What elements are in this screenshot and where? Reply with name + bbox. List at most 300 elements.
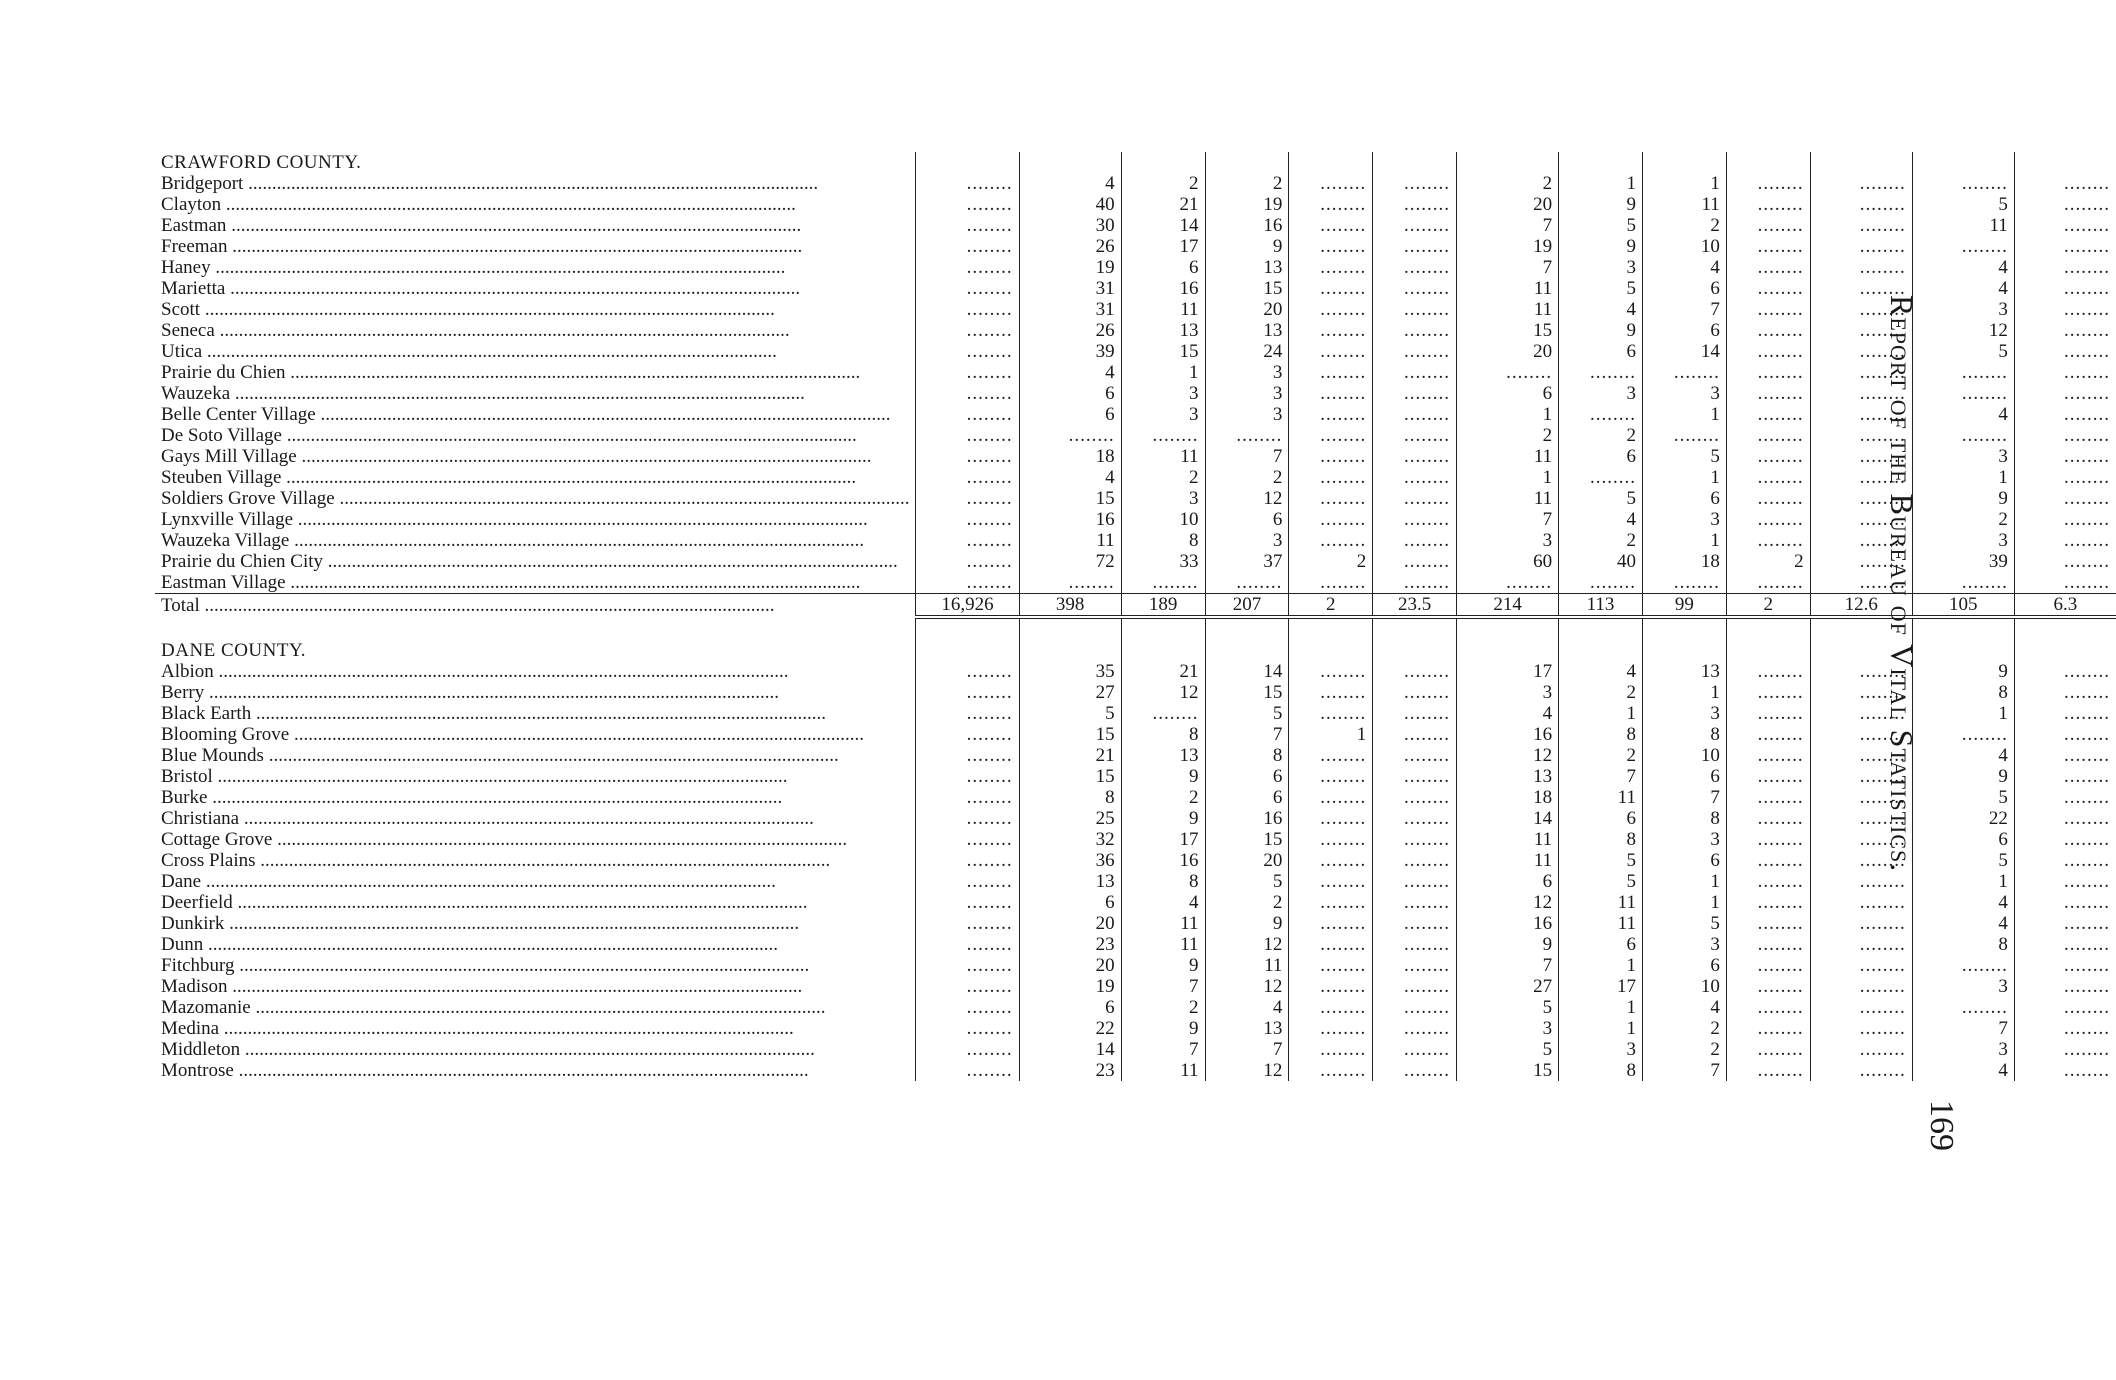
table-cell: 15 bbox=[1121, 341, 1205, 362]
table-cell: 14 bbox=[1457, 808, 1559, 829]
table-cell bbox=[1205, 640, 1289, 661]
table-cell: 18 bbox=[1642, 551, 1726, 572]
table-cell: 15 bbox=[1019, 488, 1121, 509]
table-cell bbox=[916, 829, 1019, 850]
table-cell bbox=[916, 913, 1019, 934]
table-cell: 21 bbox=[1121, 661, 1205, 682]
row-name-text: Steuben Village ..... bbox=[161, 467, 909, 488]
table-cell bbox=[1373, 446, 1457, 467]
table-cell: 4 bbox=[1559, 299, 1643, 320]
row-name-text: Blooming Grove ..... bbox=[161, 724, 909, 745]
spacer-cell bbox=[1559, 617, 1643, 640]
table-cell bbox=[2014, 551, 2116, 572]
table-row bbox=[155, 215, 2116, 236]
table-cell bbox=[1289, 976, 1373, 997]
table-cell: 3 bbox=[1121, 488, 1205, 509]
table-cell bbox=[1373, 341, 1457, 362]
table-cell: 40 bbox=[1019, 194, 1121, 215]
row-name bbox=[155, 976, 916, 997]
table-cell bbox=[1457, 152, 1559, 173]
table-cell bbox=[1726, 808, 1810, 829]
table-cell: 7 bbox=[1559, 766, 1643, 787]
spacer-cell bbox=[1289, 617, 1373, 640]
table-cell: 4 bbox=[1559, 661, 1643, 682]
table-cell bbox=[1642, 152, 1726, 173]
table-cell bbox=[916, 509, 1019, 530]
table-cell: 3 bbox=[1205, 404, 1289, 425]
table-cell bbox=[1726, 682, 1810, 703]
row-name-text: Madison ..... bbox=[161, 976, 909, 997]
table-cell: 20 bbox=[1019, 913, 1121, 934]
table-cell: 11 bbox=[1121, 299, 1205, 320]
table-cell bbox=[1121, 640, 1205, 661]
table-cell bbox=[1726, 976, 1810, 997]
table-cell: 23 bbox=[1019, 934, 1121, 955]
table-cell bbox=[2014, 236, 2116, 257]
table-cell bbox=[2014, 1060, 2116, 1081]
table-cell: 11 bbox=[1457, 829, 1559, 850]
table-cell: 1 bbox=[1642, 892, 1726, 913]
table-cell bbox=[1373, 997, 1457, 1018]
row-name-text: Marietta ..... bbox=[161, 278, 909, 299]
row-name-text: Dunkirk ..... bbox=[161, 913, 909, 934]
table-cell bbox=[1289, 467, 1373, 488]
table-cell: 36 bbox=[1019, 850, 1121, 871]
table-cell: 11 bbox=[1457, 446, 1559, 467]
row-name bbox=[155, 572, 916, 594]
table-cell bbox=[1810, 173, 1912, 194]
table-cell bbox=[1289, 934, 1373, 955]
table-row bbox=[155, 682, 2116, 703]
table-cell bbox=[2014, 913, 2116, 934]
table-cell bbox=[916, 257, 1019, 278]
row-name bbox=[155, 278, 916, 299]
table-cell: 35 bbox=[1019, 661, 1121, 682]
table-cell bbox=[1726, 724, 1810, 745]
table-row bbox=[155, 745, 2116, 766]
table-cell bbox=[1726, 425, 1810, 446]
table-row bbox=[155, 488, 2116, 509]
table-cell bbox=[2014, 787, 2116, 808]
table-cell bbox=[1205, 152, 1289, 173]
table-cell bbox=[1373, 892, 1457, 913]
table-cell: 8 bbox=[1559, 829, 1643, 850]
table-cell: 12 bbox=[1121, 682, 1205, 703]
table-cell: 22 bbox=[1019, 1018, 1121, 1039]
table-cell bbox=[1289, 257, 1373, 278]
table-cell bbox=[2014, 173, 2116, 194]
total-cell: 16,926 bbox=[916, 594, 1019, 618]
table-cell bbox=[916, 682, 1019, 703]
table-cell bbox=[1912, 997, 2014, 1018]
table-row bbox=[155, 766, 2116, 787]
table-row bbox=[155, 362, 2116, 383]
table-cell bbox=[1289, 850, 1373, 871]
table-cell: 8 bbox=[1205, 745, 1289, 766]
table-cell: 5 bbox=[1559, 871, 1643, 892]
table-cell bbox=[1559, 362, 1643, 383]
table-cell bbox=[2014, 640, 2116, 661]
table-cell: 8 bbox=[1121, 724, 1205, 745]
table-cell bbox=[1642, 572, 1726, 594]
table-cell: 9 bbox=[1912, 488, 2014, 509]
table-cell: 7 bbox=[1457, 955, 1559, 976]
row-name bbox=[155, 934, 916, 955]
table-cell bbox=[916, 640, 1019, 661]
table-row bbox=[155, 551, 2116, 572]
table-row bbox=[155, 955, 2116, 976]
table-cell: 19 bbox=[1457, 236, 1559, 257]
table-cell bbox=[916, 871, 1019, 892]
spacer-cell bbox=[2014, 617, 2116, 640]
table-row bbox=[155, 1018, 2116, 1039]
table-cell: 1 bbox=[1642, 530, 1726, 551]
table-cell bbox=[1289, 278, 1373, 299]
row-name bbox=[155, 236, 916, 257]
table-cell bbox=[2014, 446, 2116, 467]
table-cell bbox=[2014, 215, 2116, 236]
table-cell: 6 bbox=[1205, 787, 1289, 808]
table-cell: 19 bbox=[1019, 257, 1121, 278]
row-name-text: Haney ..... bbox=[161, 257, 909, 278]
row-name bbox=[155, 1060, 916, 1081]
table-cell: 4 bbox=[1019, 173, 1121, 194]
row-name bbox=[155, 488, 916, 509]
table-cell: 6 bbox=[1642, 278, 1726, 299]
table-cell bbox=[916, 152, 1019, 173]
table-cell: 2 bbox=[1642, 1018, 1726, 1039]
table-cell: 11 bbox=[1121, 446, 1205, 467]
table-cell bbox=[1559, 404, 1643, 425]
table-cell: 5 bbox=[1559, 850, 1643, 871]
table-cell bbox=[1373, 257, 1457, 278]
table-cell bbox=[1726, 362, 1810, 383]
table-cell bbox=[1289, 787, 1373, 808]
row-name-text: Blue Mounds ..... bbox=[161, 745, 909, 766]
table-cell: 8 bbox=[1912, 682, 2014, 703]
table-cell bbox=[1726, 215, 1810, 236]
table-cell: 11 bbox=[1457, 299, 1559, 320]
table-cell bbox=[1810, 257, 1912, 278]
table-cell bbox=[1373, 640, 1457, 661]
table-cell: 2 bbox=[1457, 173, 1559, 194]
table-cell: 1 bbox=[1912, 467, 2014, 488]
table-cell bbox=[1373, 829, 1457, 850]
table-row bbox=[155, 173, 2116, 194]
table-row bbox=[155, 509, 2116, 530]
table-cell: 10 bbox=[1642, 236, 1726, 257]
row-name-text: Christiana ..... bbox=[161, 808, 909, 829]
table-cell: 6 bbox=[1457, 871, 1559, 892]
table-cell: 1 bbox=[1457, 467, 1559, 488]
spacer-cell bbox=[1121, 617, 1205, 640]
table-cell: 5 bbox=[1912, 341, 2014, 362]
table-cell: 1 bbox=[1912, 871, 2014, 892]
table-cell bbox=[916, 997, 1019, 1018]
table-cell: 4 bbox=[1559, 509, 1643, 530]
row-name-text: Black Earth ..... bbox=[161, 703, 909, 724]
table-cell bbox=[1373, 871, 1457, 892]
table-cell: 12 bbox=[1205, 976, 1289, 997]
table-cell bbox=[916, 724, 1019, 745]
table-cell: 9 bbox=[1912, 766, 2014, 787]
table-cell: 19 bbox=[1019, 976, 1121, 997]
total-row bbox=[155, 594, 2116, 618]
table-cell: 2 bbox=[1642, 215, 1726, 236]
table-cell bbox=[916, 766, 1019, 787]
table-cell bbox=[1726, 871, 1810, 892]
table-cell: 8 bbox=[1121, 871, 1205, 892]
table-cell: 12 bbox=[1457, 745, 1559, 766]
table-cell: 16 bbox=[1457, 913, 1559, 934]
total-label-text: Total ..... bbox=[161, 595, 909, 616]
table-cell bbox=[1912, 640, 2014, 661]
table-cell bbox=[2014, 194, 2116, 215]
row-name bbox=[155, 808, 916, 829]
table-cell bbox=[1289, 1018, 1373, 1039]
table-cell: 2 bbox=[1559, 682, 1643, 703]
table-cell bbox=[1373, 745, 1457, 766]
table-cell bbox=[1289, 808, 1373, 829]
running-head-text: Report of the Bureau of Vital Statistics. bbox=[1884, 295, 1920, 873]
table-cell bbox=[1726, 530, 1810, 551]
table-cell bbox=[1289, 488, 1373, 509]
row-name-text: Dane ..... bbox=[161, 871, 909, 892]
table-cell bbox=[1373, 955, 1457, 976]
table-cell: 9 bbox=[1205, 236, 1289, 257]
table-cell bbox=[2014, 829, 2116, 850]
table-cell bbox=[1726, 236, 1810, 257]
table-cell bbox=[1373, 787, 1457, 808]
table-cell bbox=[1726, 892, 1810, 913]
table-cell bbox=[1810, 194, 1912, 215]
row-name-text: Utica ..... bbox=[161, 341, 909, 362]
table-cell bbox=[1559, 640, 1643, 661]
table-cell: 4 bbox=[1912, 913, 2014, 934]
table-cell bbox=[1726, 341, 1810, 362]
table-cell bbox=[2014, 152, 2116, 173]
total-cell: 99 bbox=[1642, 594, 1726, 618]
table-cell: 4 bbox=[1912, 892, 2014, 913]
table-cell bbox=[1726, 640, 1810, 661]
table-cell bbox=[1205, 425, 1289, 446]
table-cell bbox=[1373, 976, 1457, 997]
table-cell bbox=[1726, 787, 1810, 808]
table-cell bbox=[1726, 934, 1810, 955]
table-cell bbox=[2014, 509, 2116, 530]
table-cell bbox=[916, 488, 1019, 509]
row-name bbox=[155, 551, 916, 572]
row-name bbox=[155, 215, 916, 236]
table-cell bbox=[916, 383, 1019, 404]
table-cell: 13 bbox=[1457, 766, 1559, 787]
table-cell: 6 bbox=[1205, 766, 1289, 787]
table-cell bbox=[1726, 913, 1810, 934]
table-cell bbox=[1289, 661, 1373, 682]
table-cell bbox=[1289, 362, 1373, 383]
table-cell bbox=[1912, 383, 2014, 404]
table-cell: 26 bbox=[1019, 320, 1121, 341]
table-cell: 2 bbox=[1559, 530, 1643, 551]
table-cell bbox=[1019, 425, 1121, 446]
table-cell bbox=[2014, 850, 2116, 871]
row-name bbox=[155, 997, 916, 1018]
table-cell: 2 bbox=[1726, 551, 1810, 572]
row-name bbox=[155, 850, 916, 871]
table-cell: 16 bbox=[1121, 278, 1205, 299]
row-name-text: Prairie du Chien City ..... bbox=[161, 551, 909, 572]
table-cell bbox=[1289, 173, 1373, 194]
table-cell bbox=[1726, 572, 1810, 594]
total-cell: 189 bbox=[1121, 594, 1205, 618]
table-cell bbox=[1289, 215, 1373, 236]
table-cell: 39 bbox=[1019, 341, 1121, 362]
table-cell bbox=[1289, 871, 1373, 892]
table-cell bbox=[1726, 829, 1810, 850]
row-name bbox=[155, 383, 916, 404]
table-cell bbox=[1289, 1039, 1373, 1060]
table-cell: 6 bbox=[1457, 383, 1559, 404]
table-cell: 5 bbox=[1642, 913, 1726, 934]
table-row bbox=[155, 724, 2116, 745]
table-cell: 18 bbox=[1457, 787, 1559, 808]
table-cell bbox=[1373, 425, 1457, 446]
row-name bbox=[155, 661, 916, 682]
table-cell bbox=[2014, 299, 2116, 320]
table-cell: 9 bbox=[1121, 1018, 1205, 1039]
table-cell bbox=[1373, 320, 1457, 341]
table-cell: 23 bbox=[1019, 1060, 1121, 1081]
table-cell bbox=[1642, 425, 1726, 446]
table-cell: 4 bbox=[1912, 1060, 2014, 1081]
row-name bbox=[155, 425, 916, 446]
table-cell: 19 bbox=[1205, 194, 1289, 215]
table-cell bbox=[1457, 640, 1559, 661]
row-name-text: Prairie du Chien ..... bbox=[161, 362, 909, 383]
table-cell: 33 bbox=[1121, 551, 1205, 572]
table-cell: 20 bbox=[1457, 194, 1559, 215]
row-name-text: Bristol ..... bbox=[161, 766, 909, 787]
table-row bbox=[155, 194, 2116, 215]
table-cell: 7 bbox=[1205, 724, 1289, 745]
table-cell bbox=[1373, 362, 1457, 383]
table-cell bbox=[2014, 404, 2116, 425]
table-cell: 3 bbox=[1642, 509, 1726, 530]
table-cell: 4 bbox=[1121, 892, 1205, 913]
table-cell bbox=[1726, 383, 1810, 404]
table-cell: 16 bbox=[1205, 808, 1289, 829]
table-cell bbox=[2014, 976, 2116, 997]
table-cell bbox=[916, 1039, 1019, 1060]
table-cell: 15 bbox=[1457, 1060, 1559, 1081]
table-cell: 5 bbox=[1457, 997, 1559, 1018]
table-cell: 20 bbox=[1205, 850, 1289, 871]
table-cell: 8 bbox=[1642, 724, 1726, 745]
total-cell: 2 bbox=[1726, 594, 1810, 618]
table-cell: 1 bbox=[1559, 173, 1643, 194]
row-name-text: Belle Center Village ..... bbox=[161, 404, 909, 425]
row-name-text: Montrose ..... bbox=[161, 1060, 909, 1081]
table-cell: 4 bbox=[1912, 257, 2014, 278]
row-name-text: De Soto Village ..... bbox=[161, 425, 909, 446]
row-name-text: Fitchburg ..... bbox=[161, 955, 909, 976]
table-cell: 3 bbox=[1912, 1039, 2014, 1060]
table-cell: 4 bbox=[1457, 703, 1559, 724]
table-row bbox=[155, 703, 2116, 724]
row-name-text: Wauzeka ..... bbox=[161, 383, 909, 404]
table-cell bbox=[1373, 278, 1457, 299]
table-cell: 17 bbox=[1121, 829, 1205, 850]
table-cell: 15 bbox=[1457, 320, 1559, 341]
row-name-text: Eastman ..... bbox=[161, 215, 909, 236]
table-cell: 6 bbox=[1559, 341, 1643, 362]
total-label bbox=[155, 594, 916, 618]
table-cell: 3 bbox=[1559, 383, 1643, 404]
table-cell: 5 bbox=[1559, 215, 1643, 236]
table-cell: 16 bbox=[1121, 850, 1205, 871]
table-cell: 2 bbox=[1205, 173, 1289, 194]
total-cell: 12.6 bbox=[1810, 594, 1912, 618]
table-cell: 9 bbox=[1457, 934, 1559, 955]
row-name bbox=[155, 766, 916, 787]
table-cell: 1 bbox=[1642, 173, 1726, 194]
table-cell bbox=[1289, 766, 1373, 787]
table-row bbox=[155, 871, 2116, 892]
table-cell: 1 bbox=[1912, 703, 2014, 724]
table-cell bbox=[1559, 467, 1643, 488]
table-cell: 4 bbox=[1912, 745, 2014, 766]
table-cell bbox=[1810, 236, 1912, 257]
row-name-text: Berry ..... bbox=[161, 682, 909, 703]
table-cell: 3 bbox=[1912, 299, 2014, 320]
table-cell bbox=[1726, 194, 1810, 215]
table-cell: 31 bbox=[1019, 278, 1121, 299]
table-cell: 1 bbox=[1642, 682, 1726, 703]
table-cell bbox=[2014, 661, 2116, 682]
table-cell bbox=[1726, 320, 1810, 341]
table-cell: 9 bbox=[1121, 955, 1205, 976]
table-cell bbox=[916, 236, 1019, 257]
row-name bbox=[155, 509, 916, 530]
table-cell bbox=[2014, 320, 2116, 341]
table-cell bbox=[916, 745, 1019, 766]
table-cell: 2 bbox=[1912, 509, 2014, 530]
table-cell bbox=[916, 362, 1019, 383]
table-cell: 20 bbox=[1457, 341, 1559, 362]
table-cell: 40 bbox=[1559, 551, 1643, 572]
table-cell bbox=[1019, 572, 1121, 594]
table-cell bbox=[1559, 572, 1643, 594]
table-cell bbox=[2014, 766, 2116, 787]
table-cell: 3 bbox=[1912, 446, 2014, 467]
table-cell: 1 bbox=[1559, 997, 1643, 1018]
table-cell bbox=[916, 530, 1019, 551]
table-row bbox=[155, 892, 2116, 913]
total-cell: 23.5 bbox=[1373, 594, 1457, 618]
row-name-text: Burke ..... bbox=[161, 787, 909, 808]
table-cell bbox=[1121, 572, 1205, 594]
row-name bbox=[155, 829, 916, 850]
table-cell bbox=[1726, 299, 1810, 320]
table-cell bbox=[1373, 509, 1457, 530]
row-name bbox=[155, 530, 916, 551]
total-cell: 207 bbox=[1205, 594, 1289, 618]
table-cell bbox=[1912, 362, 2014, 383]
table-cell: 17 bbox=[1121, 236, 1205, 257]
row-name-text: Bridgeport ..... bbox=[161, 173, 909, 194]
table-cell: 1 bbox=[1289, 724, 1373, 745]
table-cell bbox=[1726, 766, 1810, 787]
